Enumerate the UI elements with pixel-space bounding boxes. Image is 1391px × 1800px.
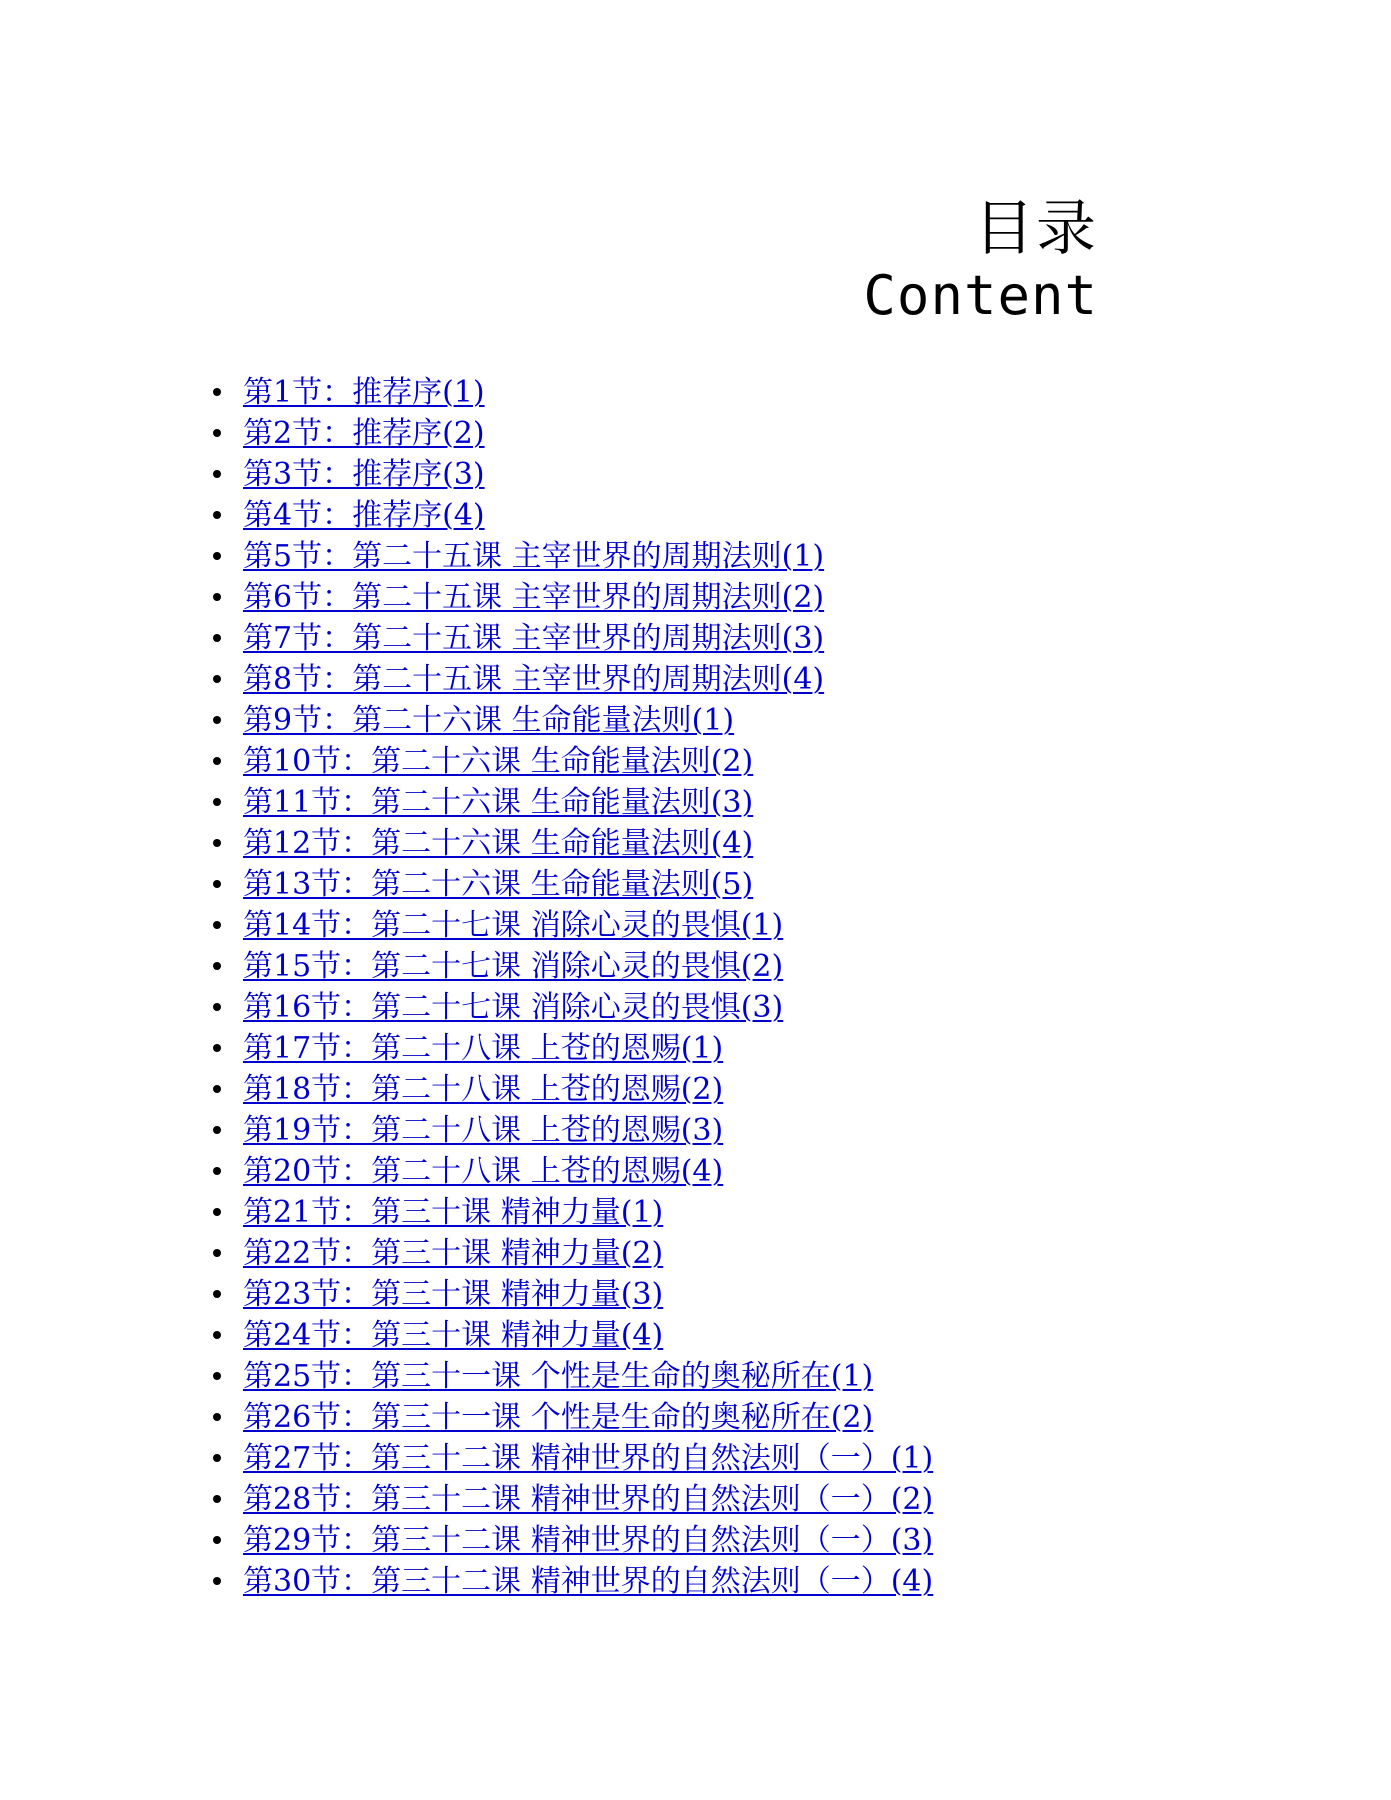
bullet-icon [213,1413,221,1421]
toc-list-item [206,823,933,864]
toc-list-item [206,1438,933,1479]
toc-link[interactable]: 第11节：第二十六课 生命能量法则(3) [243,785,754,820]
toc-list-item [206,495,933,536]
bullet-icon [213,552,221,560]
toc-link[interactable]: 第2节：推荐序(2) [243,416,485,451]
toc-list-item [206,536,933,577]
bullet-icon [213,1331,221,1339]
toc-list-item [206,864,933,905]
page-title: 目录 [974,194,1098,264]
toc-link[interactable]: 第28节：第三十二课 精神世界的自然法则（一）(2) [243,1482,934,1517]
toc-link[interactable]: 第21节：第三十课 精神力量(1) [243,1195,664,1230]
bullet-icon [213,429,221,437]
toc-list-item [206,577,933,618]
toc-link[interactable]: 第5节：第二十五课 主宰世界的周期法则(1) [243,539,825,574]
bullet-icon [213,593,221,601]
toc-link[interactable]: 第10节：第二十六课 生命能量法则(2) [243,744,754,779]
toc-list-item [206,659,933,700]
bullet-icon [213,1454,221,1462]
bullet-icon [213,470,221,478]
bullet-icon [213,1249,221,1257]
toc-link[interactable]: 第27节：第三十二课 精神世界的自然法则（一）(1) [243,1441,934,1476]
toc-list-item [206,1110,933,1151]
toc-link[interactable]: 第30节：第三十二课 精神世界的自然法则（一）(4) [243,1564,934,1599]
bullet-icon [213,798,221,806]
toc-list-item [206,372,933,413]
bullet-icon [213,839,221,847]
bullet-icon [213,1208,221,1216]
toc-list-item [206,1028,933,1069]
toc-link[interactable]: 第25节：第三十一课 个性是生命的奥秘所在(1) [243,1359,874,1394]
toc-link[interactable]: 第20节：第二十八课 上苍的恩赐(4) [243,1154,724,1189]
toc-link[interactable]: 第16节：第二十七课 消除心灵的畏惧(3) [243,990,784,1025]
toc-list-item [206,741,933,782]
bullet-icon [213,1044,221,1052]
bullet-icon [213,675,221,683]
toc-list-item [206,1233,933,1274]
toc-list-item [206,946,933,987]
toc-link[interactable]: 第17节：第二十八课 上苍的恩赐(1) [243,1031,724,1066]
bullet-icon [213,1003,221,1011]
toc-link[interactable]: 第18节：第二十八课 上苍的恩赐(2) [243,1072,724,1107]
toc-link[interactable]: 第3节：推荐序(3) [243,457,485,492]
page-subtitle: Content [863,264,1098,327]
bullet-icon [213,716,221,724]
bullet-icon [213,1536,221,1544]
bullet-icon [213,1290,221,1298]
bullet-icon [213,962,221,970]
toc-list-item [206,1479,933,1520]
toc-link[interactable]: 第15节：第二十七课 消除心灵的畏惧(2) [243,949,784,984]
toc-list-item [206,1356,933,1397]
bullet-icon [213,1126,221,1134]
toc-list-item [206,700,933,741]
toc-link[interactable]: 第13节：第二十六课 生命能量法则(5) [243,867,754,902]
bullet-icon [213,1495,221,1503]
toc-list-item [206,782,933,823]
toc-link[interactable]: 第1节：推荐序(1) [243,375,485,410]
toc-link[interactable]: 第4节：推荐序(4) [243,498,485,533]
toc-list-item [206,1315,933,1356]
toc-list-item [206,454,933,495]
toc-list-item [206,1192,933,1233]
toc-link[interactable]: 第14节：第二十七课 消除心灵的畏惧(1) [243,908,784,943]
bullet-icon [213,1085,221,1093]
toc-link[interactable]: 第26节：第三十一课 个性是生命的奥秘所在(2) [243,1400,874,1435]
toc-link[interactable]: 第6节：第二十五课 主宰世界的周期法则(2) [243,580,825,615]
toc-list-item [206,1069,933,1110]
bullet-icon [213,634,221,642]
toc-list-item [206,905,933,946]
toc-link[interactable]: 第19节：第二十八课 上苍的恩赐(3) [243,1113,724,1148]
bullet-icon [213,1372,221,1380]
toc-link[interactable]: 第7节：第二十五课 主宰世界的周期法则(3) [243,621,825,656]
toc-link[interactable]: 第12节：第二十六课 生命能量法则(4) [243,826,754,861]
bullet-icon [213,388,221,396]
bullet-icon [213,757,221,765]
toc-list-item [206,413,933,454]
bullet-icon [213,1167,221,1175]
toc-list-item [206,1397,933,1438]
toc-link[interactable]: 第23节：第三十课 精神力量(3) [243,1277,664,1312]
toc-list-item [206,1151,933,1192]
bullet-icon [213,511,221,519]
toc-list-item [206,1561,933,1602]
toc-list-item [206,987,933,1028]
toc-link[interactable]: 第9节：第二十六课 生命能量法则(1) [243,703,735,738]
toc-link[interactable]: 第22节：第三十课 精神力量(2) [243,1236,664,1271]
page-title-block [863,195,1098,329]
toc-list-item [206,1520,933,1561]
toc-link[interactable]: 第29节：第三十二课 精神世界的自然法则（一）(3) [243,1523,934,1558]
bullet-icon [213,1577,221,1585]
toc-list-item [206,1274,933,1315]
bullet-icon [213,880,221,888]
toc-list-item [206,618,933,659]
table-of-contents [206,372,933,1602]
toc-link[interactable]: 第8节：第二十五课 主宰世界的周期法则(4) [243,662,825,697]
toc-link[interactable]: 第24节：第三十课 精神力量(4) [243,1318,664,1353]
bullet-icon [213,921,221,929]
